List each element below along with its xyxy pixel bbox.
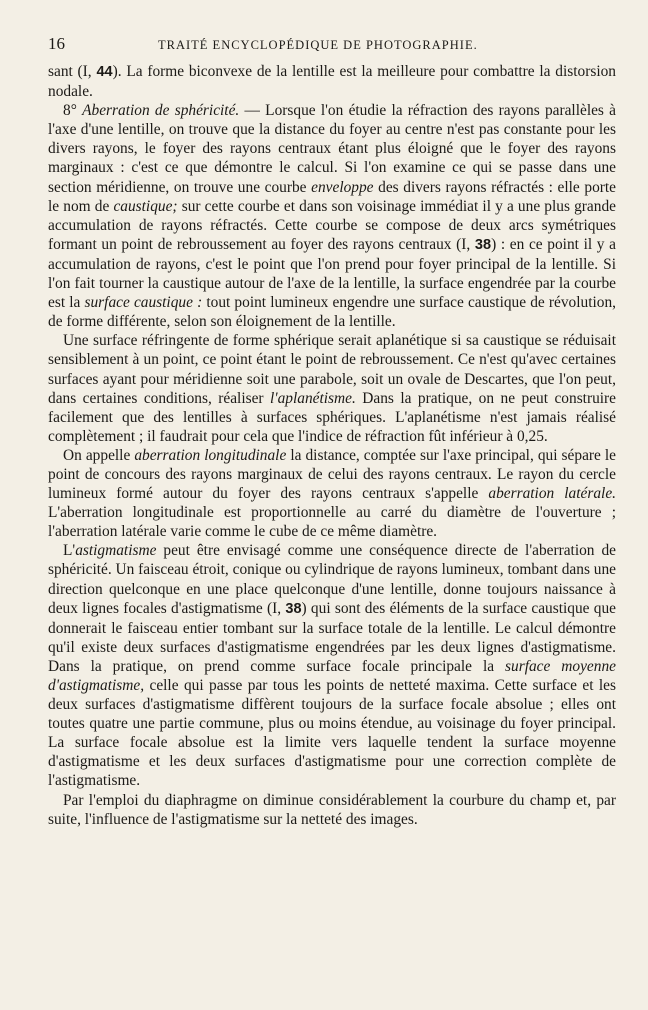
body-text [48, 62, 616, 829]
text-run: tout point lumineux engendre une surface caustique de révolution, de forme différente, selon son éloignement de la lentille. [48, 294, 616, 331]
text-run: — Lorsque l'on étudie la réfraction des rayons parallèles à l'axe d'une lentille, on trouve que la distance du foyer au centre n'est pas constante pour les divers rayons, le foyer des rayons centraux étant plus éloigné que le foyer des rayons marginaux : c'est ce que démontre le calcul. Si l'on examine ce qui se passe dans une section méridienne, on trouve une courbe [48, 102, 617, 196]
reference-number: 38 [285, 600, 302, 617]
paragraph-aberration-longitudinale [48, 446, 616, 541]
text-run: sur cette courbe et dans son voisinage immédiat il y a une plus grande accumulation de rayons réfractés. Cette courbe se compose de deux arcs symétriques formant un point de rebroussement au foyer des rayons centraux (I, [48, 197, 616, 253]
italic-term: aberration latérale. [488, 485, 616, 503]
text-run: ). La forme biconvexe de la lentille est la meilleure pour combattre la distorsion nodale. [48, 63, 616, 101]
paragraph-astigmatisme [48, 541, 616, 790]
reference-number: 44 [96, 64, 113, 80]
text-run: sant (I, [48, 63, 97, 80]
italic-term: enveloppe [311, 178, 374, 196]
paragraph-aberration-spherique [48, 101, 616, 331]
italic-term: l'aplanétisme. [270, 389, 356, 407]
text-run: ) qui sont des éléments de la surface caustique que donnerait le faisceau entier tombant sur la surface totale de la lentille. Le calcul démontre qu'il existe deux surfaces d'astigmatisme engendrées par les deux lignes d'astigmatisme. Dans la pratique, on prend comme surface focale principale la [48, 599, 617, 675]
text-run: ) : en ce point il y a accumulation de rayons, c'est le point que l'on prend pour foyer principal de la lentille. Si l'on fait tourner la caustique autour de l'axe de la lentille, la surface engendrée par la courbe est la [48, 235, 616, 312]
reference-number: 38 [474, 236, 492, 253]
paragraph-diaphragme [48, 791, 616, 829]
italic-term: surface moyenne d'astigmatisme, [48, 657, 616, 694]
running-head: TRAITÉ ENCYCLOPÉDIQUE DE PHOTOGRAPHIE. [158, 38, 478, 52]
text-run: L'aberration longitudinale est proportionnelle au carré du diamètre de l'ouverture ; l'aberration latérale varie comme le cube de ce même diamètre. [48, 504, 616, 541]
text-run: Par l'emploi du diaphragme on diminue considérablement la courbure du champ et, par suite, l'influence de l'astigmatisme sur la netteté des images. [48, 791, 616, 828]
text-run: 8° [63, 102, 83, 120]
page-header [48, 34, 620, 58]
page-number: 16 [48, 34, 65, 53]
italic-term: caustique; [113, 197, 178, 215]
italic-term: Aberration de sphéricité. [82, 102, 240, 120]
text-run: Une surface réfringente de forme sphérique serait aplanétique si sa caustique se réduisait sensiblement à un point, ce point étant le point de rebroussement. Ce n'est qu'avec certaines surfaces ayant pour méridienne soit une parabole, soit un ovale de Descartes, que l'on peut, dans certaines conditions, réaliser [48, 332, 616, 407]
italic-term: surface caustique : [84, 294, 203, 312]
paragraph-aplanetisme [48, 331, 616, 446]
italic-term: aberration longitudinale [134, 446, 287, 464]
text-run: des divers rayons réfractés : elle porte le nom de [48, 178, 616, 215]
text-run: la distance, comptée sur l'axe principal, qui sépare le point de concours des rayons marginaux de celui des rayons centraux. Le rayon du cercle lumineux formé autour du foyer des rayons centraux s'appelle [48, 446, 617, 503]
text-run: celle qui passe par tous les points de netteté maxima. Cette surface et les deux surfaces d'astigmatisme diffèrent toujours de la surface focale absolue ; elles ont toutes quatre une partie commune, plus ou moins étendue, au voisinage du foyer principal. La surface focale absolue est la limite vers laquelle tendent la surface moyenne d'astigmatisme et les deux surfaces d'astigmatisme pour une correction complète de l'astigmatisme. [48, 677, 616, 790]
text-run: On appelle [63, 446, 135, 464]
text-run: L' [63, 542, 76, 560]
italic-term: astigmatisme [75, 542, 157, 560]
paragraph-continuation [48, 62, 616, 101]
text-run: peut être envisagé comme une conséquence directe de l'aberration de sphéricité. Un faisceau étroit, conique ou cylindrique de rayons lumineux, tombant dans une direction quelconque en une place quelconque d'une lentille, donne toujours naissance à deux lignes focales d'astigmatisme (I, [48, 542, 617, 617]
text-run: Dans la pratique, on ne peut construire facilement que des lentilles à surfaces sphériques. L'aplanétisme n'est jamais réalisé complètement ; il faudrait pour cela que l'indice de réfraction fût inférieur à 0,25. [48, 389, 617, 445]
